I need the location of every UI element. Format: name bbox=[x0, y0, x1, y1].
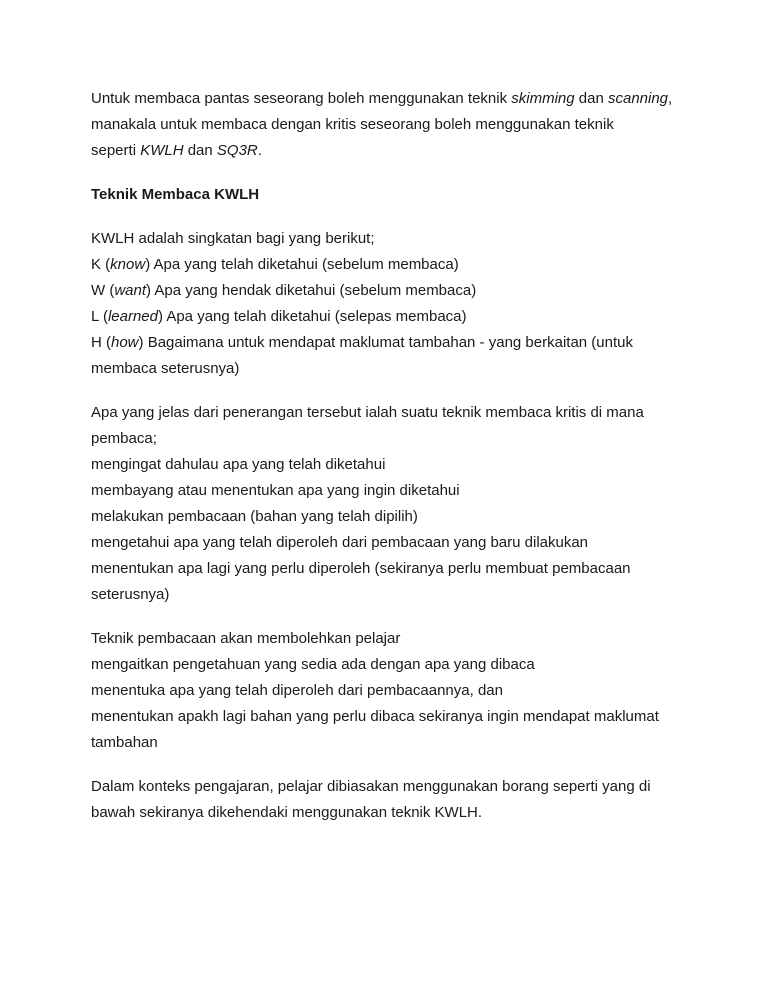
kwlh-item-w bbox=[91, 278, 691, 304]
intro-paragraph bbox=[91, 86, 691, 164]
italic-term-kwlh: KWLH bbox=[140, 142, 184, 159]
paragraph-line: mengaitkan pengetahuan yang sedia ada dengan apa yang dibaca bbox=[91, 656, 535, 673]
paragraph-line: bawah sekiranya dikehendaki menggunakan teknik KWLH. bbox=[91, 804, 483, 821]
intro-line-1 bbox=[91, 86, 691, 112]
italic-word-learned: learned bbox=[107, 308, 158, 325]
text-span: , bbox=[668, 90, 673, 107]
text-span: K ( bbox=[91, 256, 111, 273]
text-span: ) Apa yang hendak diketahui (sebelum membaca) bbox=[146, 282, 477, 299]
text-span: dan bbox=[183, 142, 217, 159]
text-span: H ( bbox=[91, 334, 111, 351]
paragraph-line: Dalam konteks pengajaran, pelajar dibiasakan menggunakan borang seperti yang di bbox=[91, 778, 651, 795]
paragraph-line: menentukan apakh lagi bahan yang perlu dibaca sekiranya ingin mendapat maklumat bbox=[91, 708, 659, 725]
kwlh-item-h bbox=[91, 330, 691, 356]
italic-term-skimming: skimming bbox=[511, 90, 575, 107]
paragraph-line: menentuka apa yang telah diperoleh dari pembacaannya, dan bbox=[91, 682, 503, 699]
paragraph-line: mengetahui apa yang telah diperoleh dari pembacaan yang baru dilakukan bbox=[91, 534, 589, 551]
kwlh-item-h-continued: membaca seterusnya) bbox=[91, 360, 240, 377]
paragraph-line: menentukan apa lagi yang perlu diperoleh (sekiranya perlu membuat pembacaan bbox=[91, 560, 631, 577]
italic-term-sq3r: SQ3R bbox=[216, 142, 258, 159]
italic-word-want: want bbox=[114, 282, 147, 299]
text-span: Untuk membaca pantas seseorang boleh menggunakan teknik bbox=[91, 90, 512, 107]
teaching-context-paragraph bbox=[91, 774, 691, 826]
text-span: . bbox=[257, 142, 262, 159]
italic-word-know: know bbox=[110, 256, 146, 273]
text-span: seperti bbox=[91, 142, 141, 159]
kwlh-paragraph bbox=[91, 226, 691, 382]
paragraph-line: Teknik pembacaan akan membolehkan pelajar bbox=[91, 630, 401, 647]
intro-line-3 bbox=[91, 138, 691, 164]
text-span: ) Apa yang telah diketahui (selepas membaca) bbox=[158, 308, 467, 325]
document-page bbox=[91, 86, 691, 826]
paragraph-line: mengingat dahulau apa yang telah diketahui bbox=[91, 456, 386, 473]
text-span: ) Bagaimana untuk mendapat maklumat tambahan - yang berkaitan (untuk bbox=[138, 334, 633, 351]
reading-steps-paragraph bbox=[91, 400, 691, 608]
intro-line-2: manakala untuk membaca dengan kritis seseorang boleh menggunakan teknik bbox=[91, 116, 614, 133]
kwlh-intro: KWLH adalah singkatan bagi yang berikut; bbox=[91, 230, 375, 247]
italic-term-scanning: scanning bbox=[607, 90, 669, 107]
paragraph-line: pembaca; bbox=[91, 430, 157, 447]
kwlh-item-k bbox=[91, 252, 691, 278]
paragraph-line: tambahan bbox=[91, 734, 158, 751]
paragraph-line: melakukan pembacaan (bahan yang telah dipilih) bbox=[91, 508, 418, 525]
paragraph-line: seterusnya) bbox=[91, 586, 170, 603]
text-span: L ( bbox=[91, 308, 108, 325]
kwlh-item-l bbox=[91, 304, 691, 330]
text-span: W ( bbox=[91, 282, 115, 299]
text-span: ) Apa yang telah diketahui (sebelum membaca) bbox=[145, 256, 459, 273]
paragraph-line: membayang atau menentukan apa yang ingin diketahui bbox=[91, 482, 460, 499]
text-span: dan bbox=[574, 90, 608, 107]
section-heading: Teknik Membaca KWLH bbox=[91, 186, 260, 203]
italic-word-how: how bbox=[111, 334, 139, 351]
student-benefits-paragraph bbox=[91, 626, 691, 756]
paragraph-line: Apa yang jelas dari penerangan tersebut ialah suatu teknik membaca kritis di mana bbox=[91, 404, 644, 421]
